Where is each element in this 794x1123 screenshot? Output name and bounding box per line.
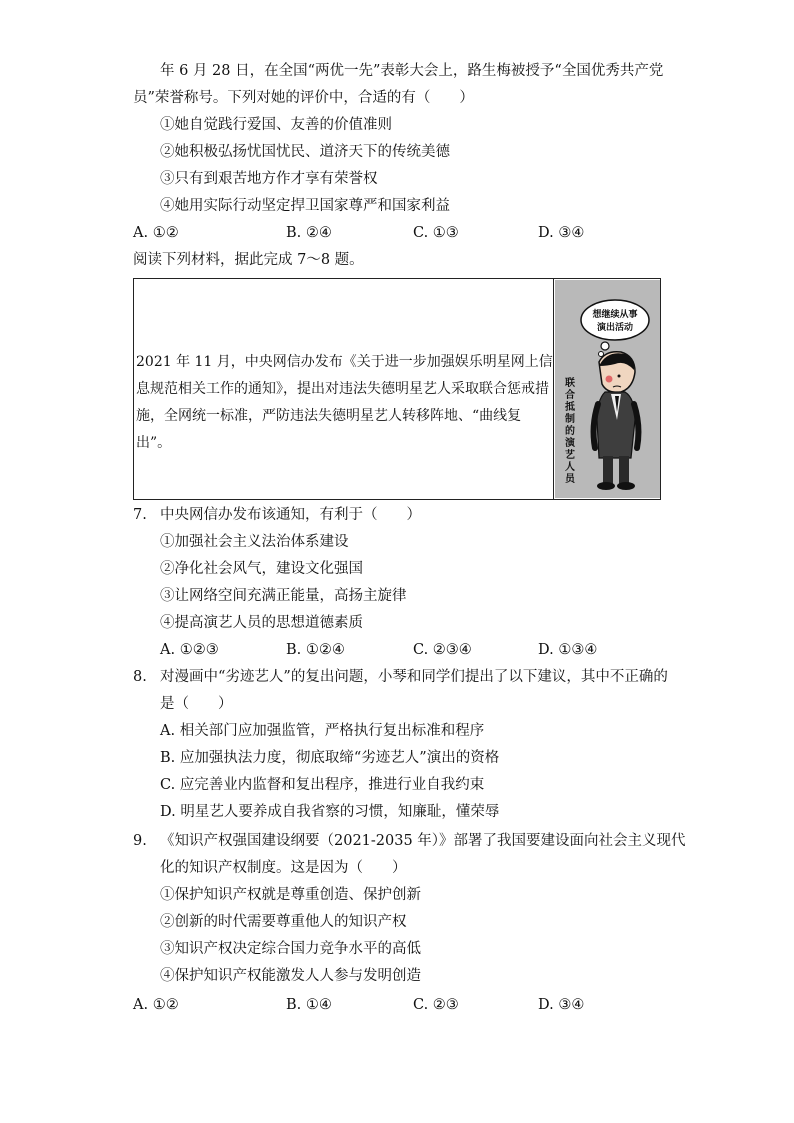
q6-item-4: ④她用实际行动坚定捍卫国家尊严和国家利益	[160, 198, 450, 214]
q6-option-a[interactable]: A. ①②	[133, 225, 179, 241]
material-divider	[553, 279, 554, 499]
q7-option-b[interactable]: B. ①②④	[286, 642, 345, 658]
cartoon-bubble-line2: 演出活动	[596, 323, 634, 333]
q9-item-1: ①保护知识产权就是尊重创造、保护创新	[160, 887, 421, 903]
q9-item-2: ②创新的时代需要尊重他人的知识产权	[160, 914, 407, 930]
q7-stem: 中央网信办发布该通知，有利于（ ）	[160, 507, 421, 523]
q6-option-b[interactable]: B. ②④	[286, 225, 332, 241]
q6-option-d[interactable]: D. ③④	[538, 225, 585, 241]
q6-item-2: ②她积极弘扬忧国忧民、道济天下的传统美德	[160, 144, 450, 160]
cartoon-bubble-line1: 想继续从事	[592, 310, 638, 320]
q9-option-b[interactable]: B. ①④	[286, 997, 332, 1013]
q7-option-d[interactable]: D. ①③④	[538, 642, 598, 658]
material-text: 2021 年 11 月，中央网信办发布《关于进一步加强娱乐明星网上信息规范相关工作的通知》，提出对违法失德明星艺人采取联合惩戒措施，全网统一标准，严防违法失德明星艺人转移阵地、“曲线复出”。	[136, 354, 553, 451]
q9-stem-line2: 化的知识产权制度。这是因为（ ）	[160, 860, 407, 876]
q6-option-c[interactable]: C. ①③	[413, 225, 459, 241]
cartoon-caption: 联合抵制的演艺人员	[565, 378, 575, 485]
q8-option-a[interactable]: A. 相关部门应加强监管，严格执行复出标准和程序	[160, 723, 485, 739]
q7-option-a[interactable]: A. ①②③	[160, 642, 219, 658]
q6-stem-line1: 年 6 月 28 日，在全国“两优一先”表彰大会上，路生梅被授予“全国优秀共产党	[160, 63, 664, 79]
q9-number: 9.	[133, 833, 147, 849]
q8-number: 8.	[133, 669, 147, 685]
q7-number: 7.	[133, 507, 147, 523]
q8-stem-line1: 对漫画中“劣迹艺人”的复出问题，小琴和同学们提出了以下建议，其中不正确的	[160, 669, 668, 685]
q9-item-3: ③知识产权决定综合国力竞争水平的高低	[160, 941, 421, 957]
q9-stem-line1: 《知识产权强国建设纲要（2021-2035 年）》部署了我国要建设面向社会主义现代	[160, 833, 686, 849]
q9-option-c[interactable]: C. ②③	[413, 997, 459, 1013]
cartoon-image	[555, 280, 660, 498]
q6-stem-line2: 员”荣誉称号。下列对她的评价中，合适的有（ ）	[133, 90, 474, 106]
q8-option-d[interactable]: D. 明星艺人要养成自我省察的习惯，知廉耻，懂荣辱	[160, 804, 500, 820]
q6-item-1: ①她自觉践行爱国、友善的价值准则	[160, 117, 392, 133]
q7-item-1: ①加强社会主义法治体系建设	[160, 534, 349, 550]
q7-item-3: ③让网络空间充满正能量，高扬主旋律	[160, 588, 407, 604]
q6-item-3: ③只有到艰苦地方作才享有荣誉权	[160, 171, 378, 187]
q7-item-4: ④提高演艺人员的思想道德素质	[160, 615, 363, 631]
q7-item-2: ②净化社会风气，建设文化强国	[160, 561, 363, 577]
q8-option-c[interactable]: C. 应完善业内监督和复出程序，推进行业自我约束	[160, 777, 485, 793]
reading-intro: 阅读下列材料，据此完成 7～8 题。	[133, 252, 364, 268]
q8-stem-line2: 是（ ）	[160, 696, 233, 712]
q9-option-a[interactable]: A. ①②	[133, 997, 179, 1013]
q7-option-c[interactable]: C. ②③④	[413, 642, 472, 658]
q9-item-4: ④保护知识产权能激发人人参与发明创造	[160, 968, 421, 984]
q9-option-d[interactable]: D. ③④	[538, 997, 585, 1013]
q8-option-b[interactable]: B. 应加强执法力度，彻底取缔“劣迹艺人”演出的资格	[160, 750, 500, 766]
material-box	[133, 278, 661, 500]
